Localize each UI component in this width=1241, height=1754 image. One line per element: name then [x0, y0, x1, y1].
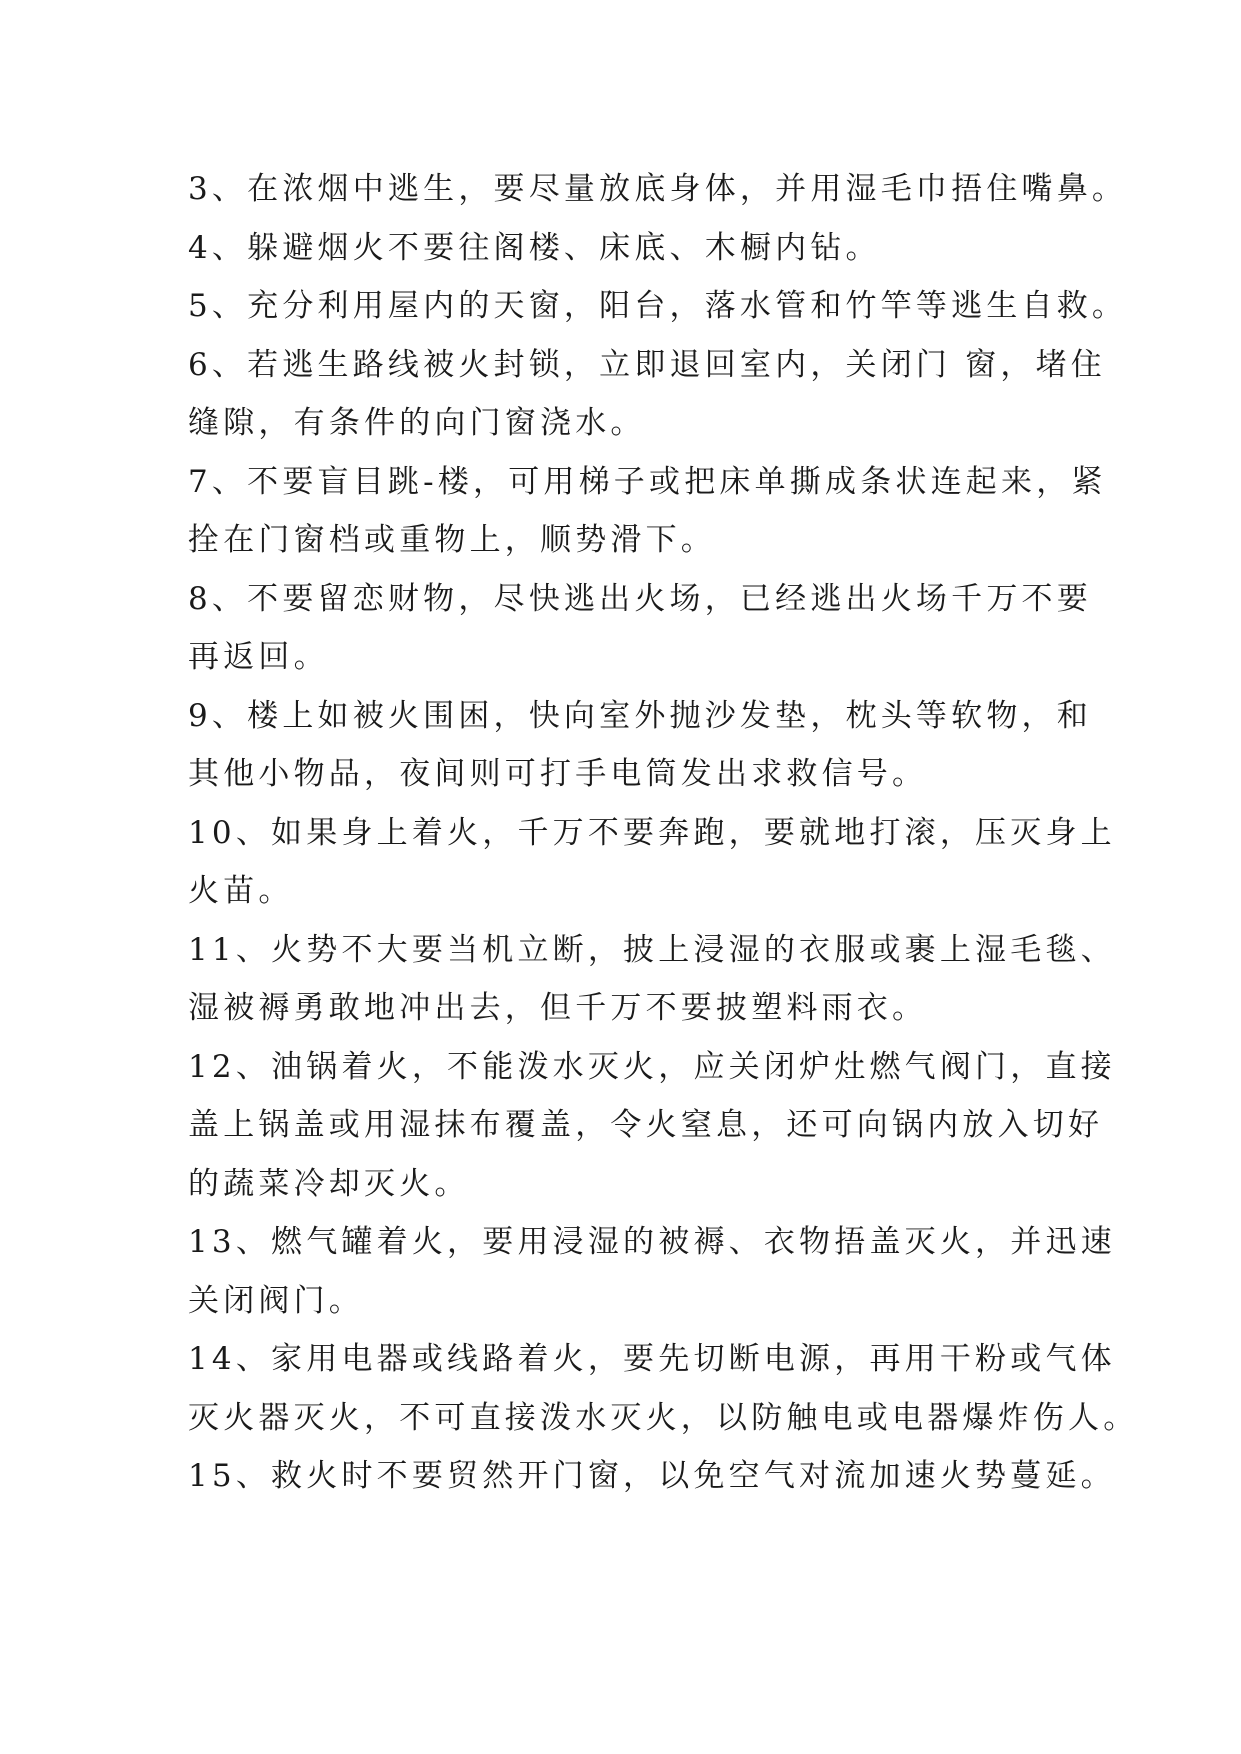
document-body: [188, 160, 1139, 1506]
text-line: 6、若逃生路线被火封锁，立即退回室内，关闭门 窗，堵住: [188, 346, 1106, 383]
text-line: 12、油锅着火，不能泼水灭火，应关闭炉灶燃气阀门，直接: [188, 1048, 1116, 1085]
text-line: 4、躲避烟火不要往阁楼、床底、木橱内钻。: [188, 229, 881, 266]
text-line: 8、不要留恋财物，尽快逃出火场，已经逃出火场千万不要: [188, 580, 1092, 617]
text-line: 灭火器灭火，不可直接泼水灭火，以防触电或电器爆炸伤人。: [188, 1399, 1139, 1436]
text-line: 13、燃气罐着火，要用浸湿的被褥、衣物捂盖灭火，并迅速: [188, 1224, 1116, 1260]
text-line: 7、不要盲目跳-楼，可用梯子或把床单撕成条状连起来，紧: [188, 463, 1107, 500]
text-line: 14、家用电器或线路着火，要先切断电源，再用干粉或气体: [188, 1341, 1116, 1377]
text-line: 其他小物品，夜间则可打手电筒发出求救信号。: [188, 756, 928, 792]
text-line: 缝隙，有条件的向门窗浇水。: [188, 405, 646, 441]
text-line: 11、火势不大要当机立断，披上浸湿的衣服或裹上湿毛毯、: [188, 931, 1116, 968]
text-line: 9、楼上如被火围困，快向室外抛沙发垫，枕头等软物，和: [188, 697, 1092, 734]
text-line: 10、如果身上着火，千万不要奔跑，要就地打滚，压灭身上: [188, 814, 1116, 851]
text-line: 3、在浓烟中逃生，要尽量放底身体，并用湿毛巾捂住嘴鼻。: [188, 171, 1128, 207]
text-line: 火苗。: [188, 873, 294, 909]
text-line: 盖上锅盖或用湿抹布覆盖，令火窒息，还可向锅内放入切好: [188, 1107, 1104, 1143]
text-line: 拴在门窗档或重物上，顺势滑下。: [188, 522, 716, 558]
text-line: 再返回。: [188, 639, 329, 675]
text-line: 15、救火时不要贸然开门窗，以免空气对流加速火势蔓延。: [188, 1458, 1116, 1494]
text-line: 关闭阀门。: [188, 1282, 364, 1319]
text-line: 5、充分利用屋内的天窗，阳台，落水管和竹竿等逃生自救。: [188, 288, 1128, 324]
text-line: 的蔬菜冷却灭火。: [188, 1165, 470, 1202]
text-line: 湿被褥勇敢地冲出去，但千万不要披塑料雨衣。: [188, 990, 928, 1026]
